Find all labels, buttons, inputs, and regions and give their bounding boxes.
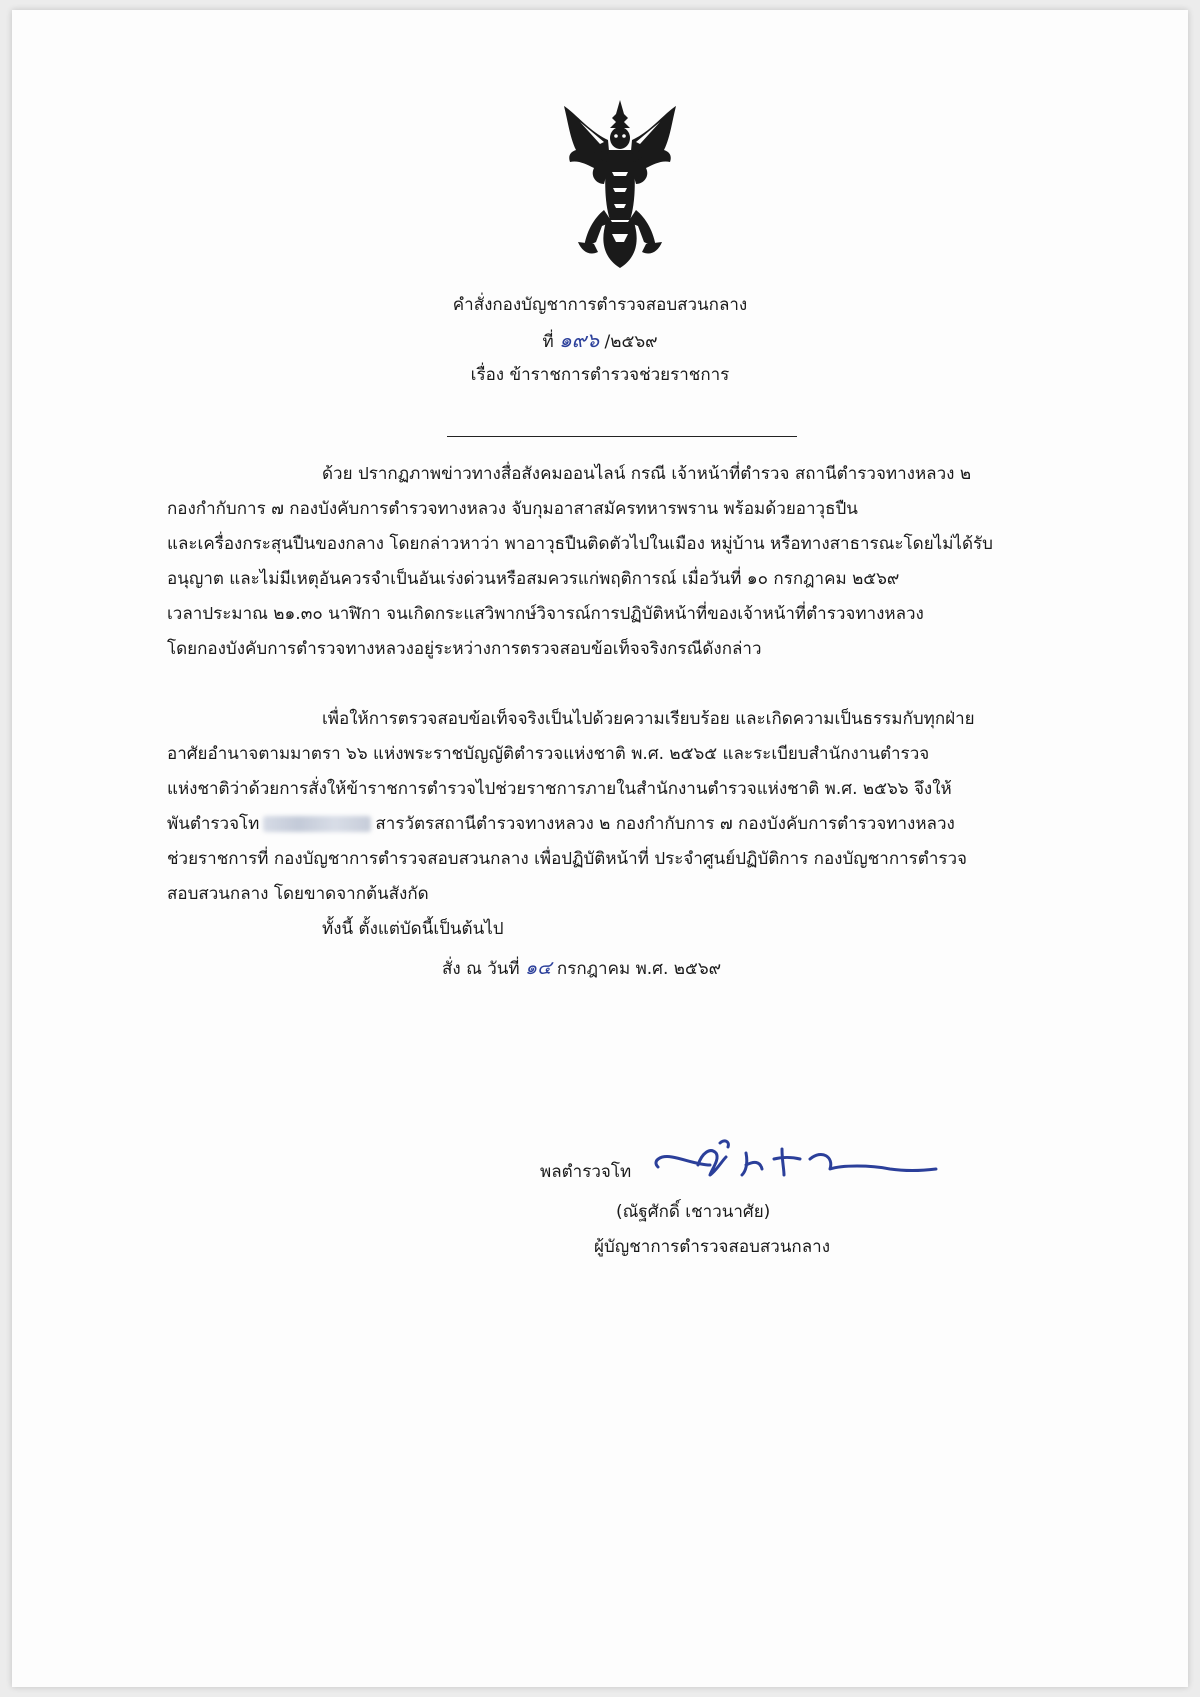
redacted-name	[263, 816, 371, 832]
order-date-handwritten: ๑๔	[525, 957, 552, 979]
paragraph1-line: กองกำกับการ ๗ กองบังคับการตำรวจทางหลวง จับกุมอาสาสมัครทหารพราน พร้อมด้วยอาวุธปืน	[167, 499, 858, 519]
order-date-prefix: สั่ง ณ วันที่	[442, 959, 520, 979]
document-page	[12, 10, 1188, 1687]
order-date	[442, 956, 721, 981]
paragraph1-line: เวลาประมาณ ๒๑.๓๐ นาฬิกา จนเกิดกระแสวิพากษ์วิจารณ์การปฏิบัติหน้าที่ของเจ้าหน้าที่ตำรวจทางหลวง	[167, 604, 924, 624]
signature-handwritten	[650, 1135, 940, 1185]
paragraph2-line: ช่วยราชการที่ กองบัญชาการตำรวจสอบสวนกลาง เพื่อปฏิบัติหน้าที่ ประจำศูนย์ปฏิบัติการ กองบัญชาการตำรวจ	[167, 849, 968, 869]
officer-rank: พันตำรวจโท	[167, 814, 260, 834]
paragraph1-line: ด้วย ปรากฏภาพข่าวทางสื่อสังคมออนไลน์ กรณี เจ้าหน้าที่ตำรวจ สถานีตำรวจทางหลวง ๒	[322, 464, 972, 484]
officer-position: สารวัตรสถานีตำรวจทางหลวง ๒ กองกำกับการ ๗ กองบังคับการตำรวจทางหลวง	[375, 814, 955, 834]
order-number-handwritten: ๑๙๖	[559, 328, 600, 352]
paragraph1-line: อนุญาต และไม่มีเหตุอันควรจำเป็นอันเร่งด่วนหรือสมควรแก่พฤติการณ์ เมื่อวันที่ ๑๐ กรกฎาคม ๒๕๖๙	[167, 569, 900, 589]
order-date-suffix: กรกฎาคม พ.ศ. ๒๕๖๙	[556, 959, 722, 979]
order-number-prefix: ที่	[542, 332, 554, 352]
order-number	[12, 328, 1188, 354]
signer-rank: พลตำรวจโท	[540, 1162, 632, 1182]
paragraph2-line: แห่งชาติว่าด้วยการสั่งให้ข้าราชการตำรวจไปช่วยราชการภายในสำนักงานตำรวจแห่งชาติ พ.ศ. ๒๕๖๖ จึงให้	[167, 779, 952, 799]
effective-statement: ทั้งนี้ ตั้งแต่บัดนี้เป็นต้นไป	[322, 919, 504, 939]
order-title: คำสั่งกองบัญชาการตำรวจสอบสวนกลาง	[452, 295, 748, 315]
paragraph1-line: โดยกองบังคับการตำรวจทางหลวงอยู่ระหว่างการตรวจสอบข้อเท็จจริงกรณีดังกล่าว	[167, 639, 762, 659]
order-subject: เรื่อง ข้าราชการตำรวจช่วยราชการ	[470, 365, 730, 385]
paragraph2-line-officer	[167, 812, 955, 836]
paragraph2-line: อาศัยอำนาจตามมาตรา ๖๖ แห่งพระราชบัญญัติตำรวจแห่งชาติ พ.ศ. ๒๕๖๕ และระเบียบสำนักงานตำรวจ	[167, 744, 930, 764]
garuda-emblem-icon	[560, 92, 680, 272]
signer-position: ผู้บัญชาการตำรวจสอบสวนกลาง	[594, 1237, 830, 1257]
paragraph2-line: เพื่อให้การตรวจสอบข้อเท็จจริงเป็นไปด้วยความเรียบร้อย และเกิดความเป็นธรรมกับทุกฝ่าย	[322, 709, 975, 729]
signer-name: (ณัฐศักดิ์ เชาวนาศัย)	[616, 1202, 771, 1222]
paragraph1-line: และเครื่องกระสุนปืนของกลาง โดยกล่าวหาว่า พาอาวุธปืนติดตัวไปในเมือง หมู่บ้าน หรือทางสาธารณะโดยไม่ได้รับ	[167, 534, 993, 554]
header-divider	[447, 436, 797, 437]
order-number-suffix: /๒๕๖๙	[604, 332, 658, 352]
paragraph2-line: สอบสวนกลาง โดยขาดจากต้นสังกัด	[167, 884, 429, 904]
